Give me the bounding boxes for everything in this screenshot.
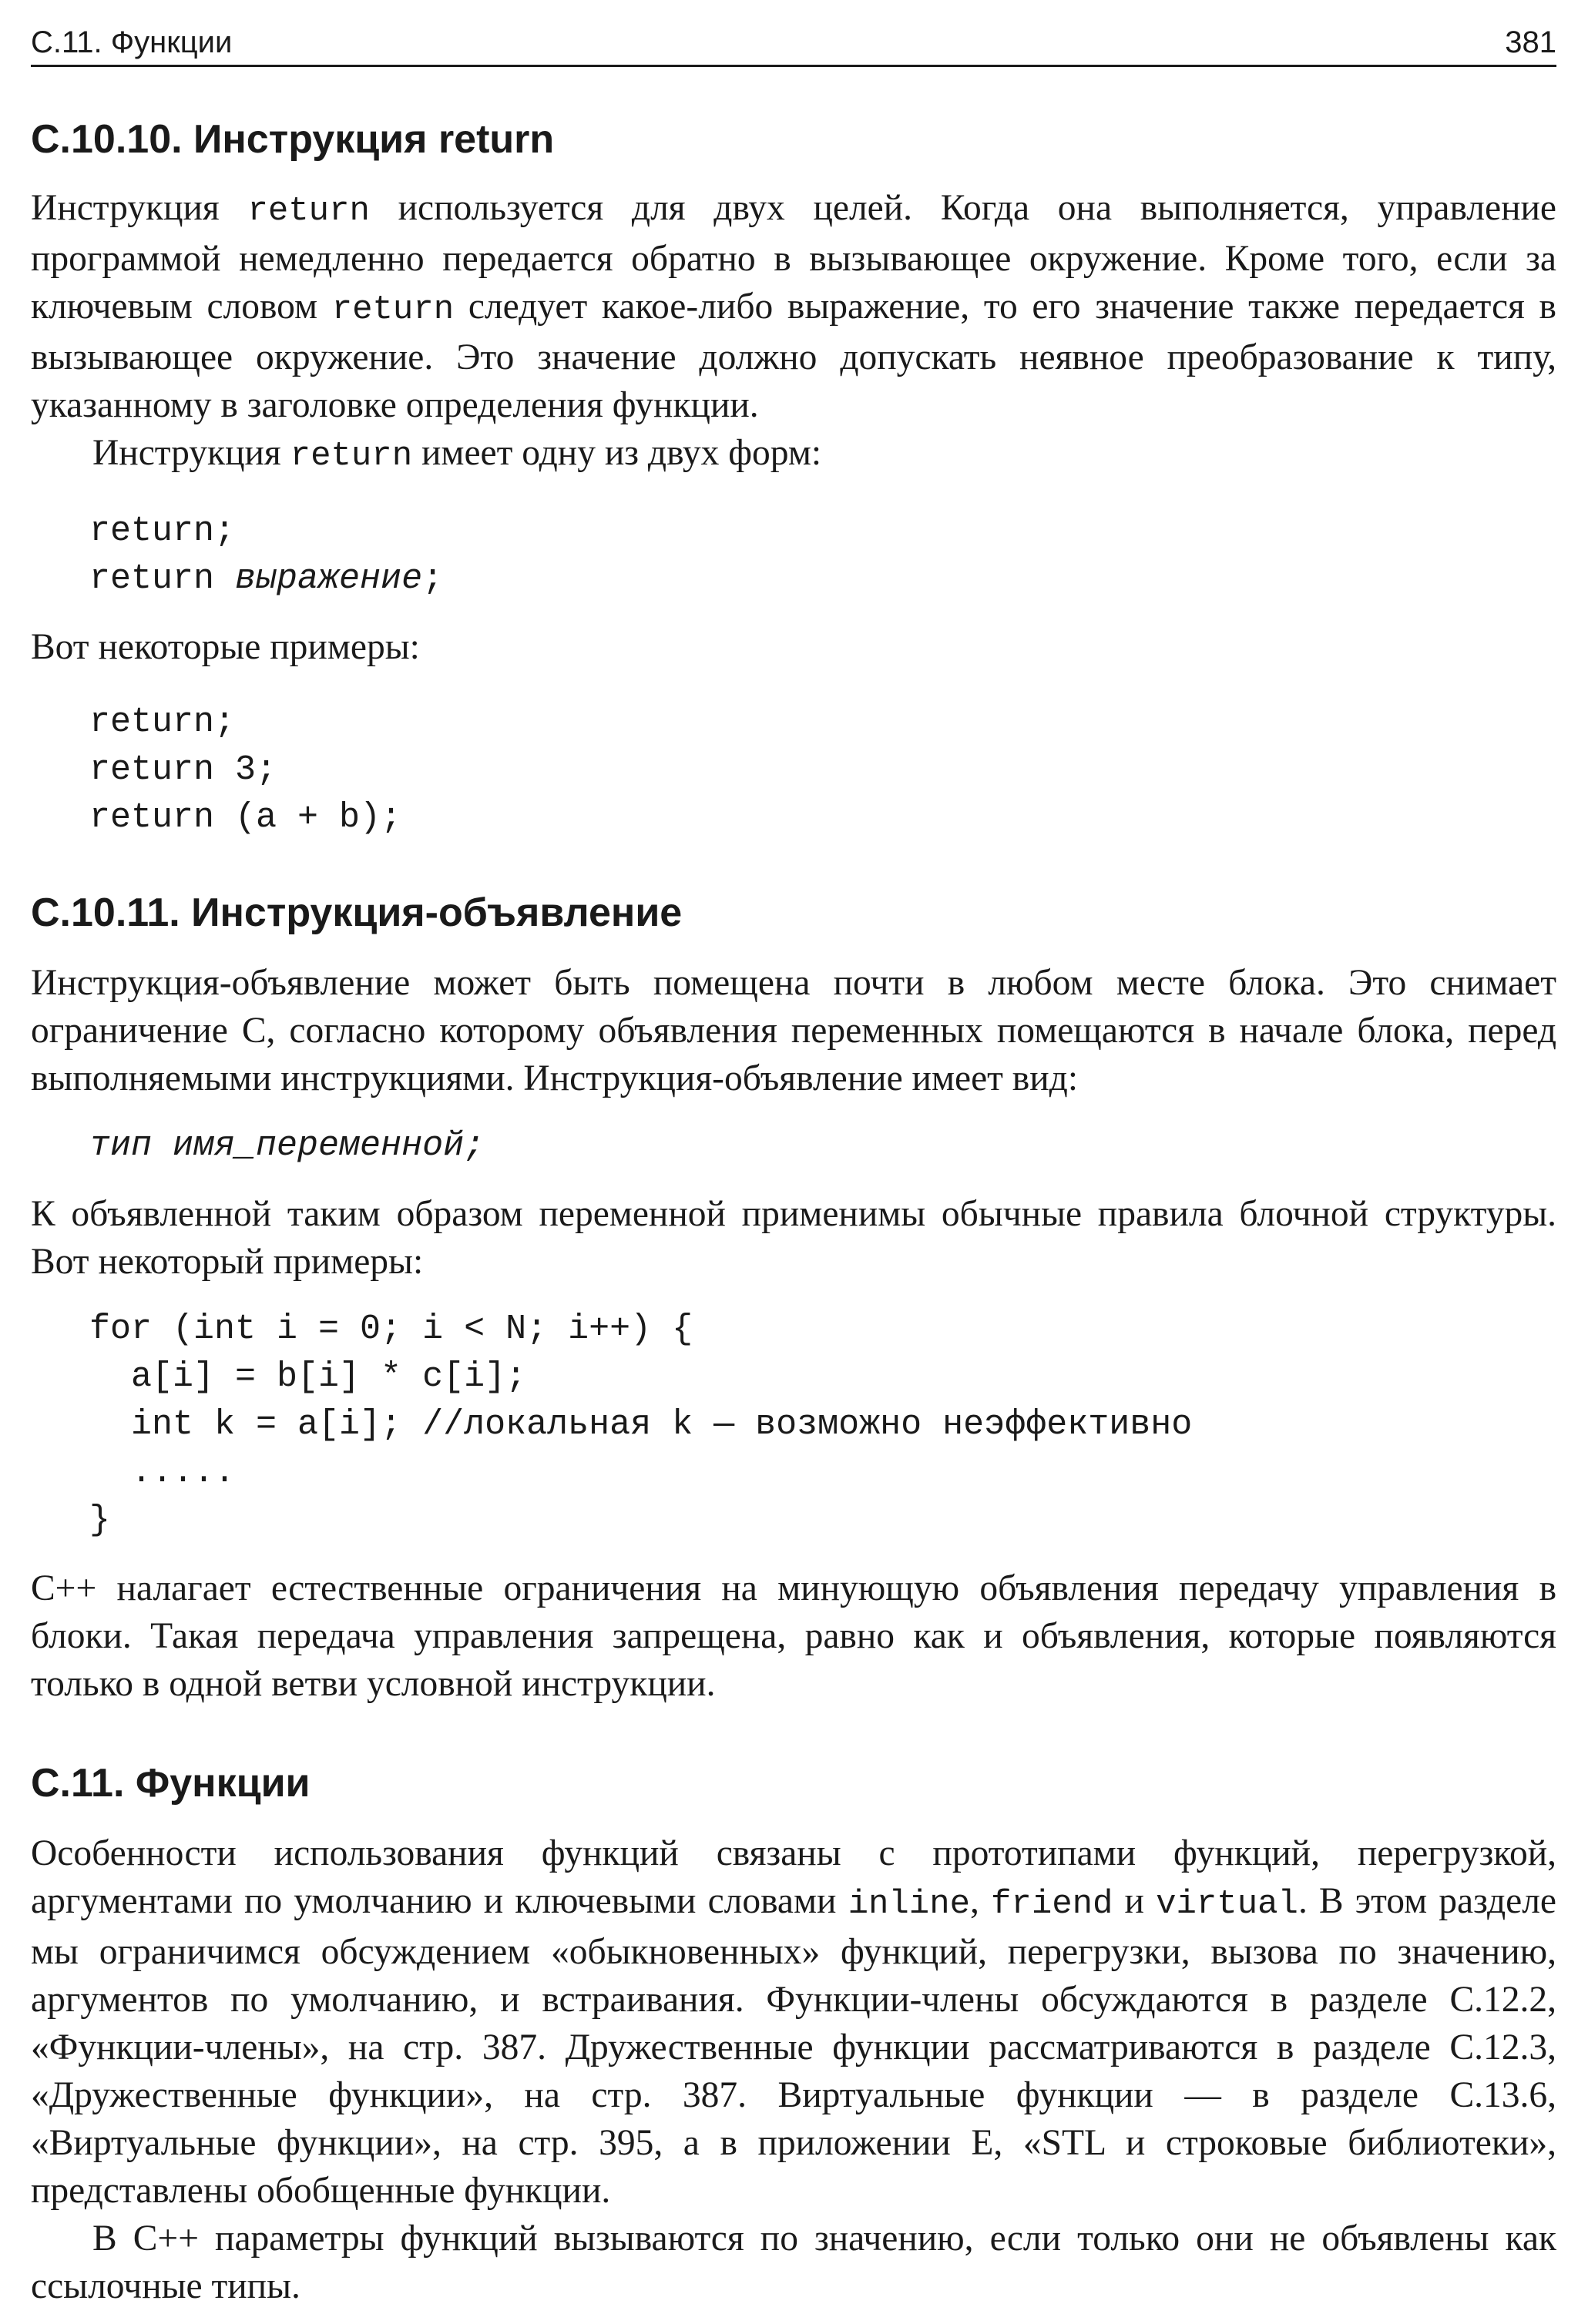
text-run: ,	[970, 1881, 992, 1921]
code-line: return;	[89, 703, 236, 742]
paragraph-jump-restrictions: С++ налагает естественные ограничения на минующую объявления передачу управления в блоки. Такая передача управления запрещена, равно как и объявления, которые появляются только в одной ветви условной инструкции.	[31, 1568, 1556, 1704]
code-token: ;	[422, 559, 444, 599]
code-block-declaration-syntax	[31, 1122, 1556, 1170]
code-line: a[i] = b[i] * c[i];	[89, 1357, 527, 1397]
text-run: используется для двух целей. Когда она выполняется, управление программой немедленно передается обратно в вызывающее окружение. Кроме того, если за ключевым словом	[31, 188, 1556, 327]
text-run: и	[1113, 1881, 1157, 1921]
text-run: . В этом разделе мы ограничимся обсуждением «обыкновенных» функций, перегрузки, вызова по значению, аргументов по умолчанию, и встраивания. Функции-члены обсуждаются в разделе С.12.2, «Функции-члены», на стр. 387. Дружественные функции рассматриваются в разделе С.12.3, «Дружественные функции», на стр. 387. Виртуальные функции — в разделе С.13.6, «Виртуальные функции», на стр. 395, а в приложении Е, «STL и строковые библиотеки», представлены обобщенные функции.	[31, 1881, 1557, 2211]
text-run: Особенности использования функций связаны с прототипами функций, перегрузкой, аргументами по умолчанию и ключевыми словами	[31, 1833, 1556, 1921]
code-token: return	[89, 559, 236, 599]
keyword-return: return	[290, 437, 413, 475]
section-heading-c-10-10: С.10.10. Инструкция return	[31, 117, 555, 162]
code-line: return 3;	[89, 750, 277, 790]
code-line: тип имя_переменной;	[89, 1126, 485, 1165]
paragraph-return-forms	[31, 429, 1556, 480]
running-header-section: С.11. Функции	[31, 25, 233, 59]
code-block-return-forms	[31, 508, 1556, 603]
code-line: .....	[89, 1453, 236, 1492]
paragraph-return-purpose	[31, 184, 1556, 429]
code-placeholder: выражение	[235, 559, 423, 599]
text-run: Инструкция	[31, 188, 248, 228]
keyword-virtual: virtual	[1156, 1885, 1298, 1923]
code-block-return-examples	[31, 699, 1556, 842]
text-run: Инструкция	[92, 433, 290, 473]
keyword-return: return	[331, 290, 455, 329]
code-line: return (a + b);	[89, 798, 402, 837]
code-line: return;	[89, 511, 236, 551]
code-line: }	[89, 1501, 111, 1540]
text-run: следует какое-либо выражение, то его значение также передается в вызывающее окружение. Это значение должно допускать неявное преобразование к типу, указанному в заголовке определения функции.	[31, 287, 1556, 425]
code-line: for (int i = 0; i < N; i++) {	[89, 1310, 693, 1349]
keyword-return: return	[247, 192, 370, 230]
section-heading-c-10-11: С.10.11. Инструкция-объявление	[31, 890, 683, 935]
paragraph-declaration-statement: Инструкция-объявление может быть помещена почти в любом месте блока. Это снимает ограничение С, согласно которому объявления переменных помещаются в начале блока, перед выполняемыми инструкциями. Инструкция-объявление имеет вид:	[31, 963, 1556, 1098]
book-page	[31, 23, 1556, 2310]
keyword-friend: friend	[991, 1885, 1113, 1923]
keyword-inline: inline	[848, 1885, 971, 1923]
running-header	[31, 23, 1556, 67]
paragraph-call-by-value: В С++ параметры функций вызываются по значению, если только они не объявлены как ссылочные типы.	[31, 2218, 1556, 2306]
code-block-for-loop	[31, 1306, 1556, 1544]
paragraph-examples-intro: Вот некоторые примеры:	[31, 627, 420, 667]
paragraph-block-structure: К объявленной таким образом переменной применимы обычные правила блочной структуры. Вот некоторый примеры:	[31, 1194, 1556, 1282]
paragraph-functions-overview	[31, 1829, 1556, 2215]
text-run: имеет одну из двух форм:	[412, 433, 822, 473]
page-number: 381	[1505, 25, 1556, 59]
code-line: int k = a[i]; //локальная k — возможно неэффективно	[89, 1405, 1193, 1444]
section-heading-c-11: С.11. Функции	[31, 1761, 311, 1806]
code-line	[89, 555, 1556, 603]
